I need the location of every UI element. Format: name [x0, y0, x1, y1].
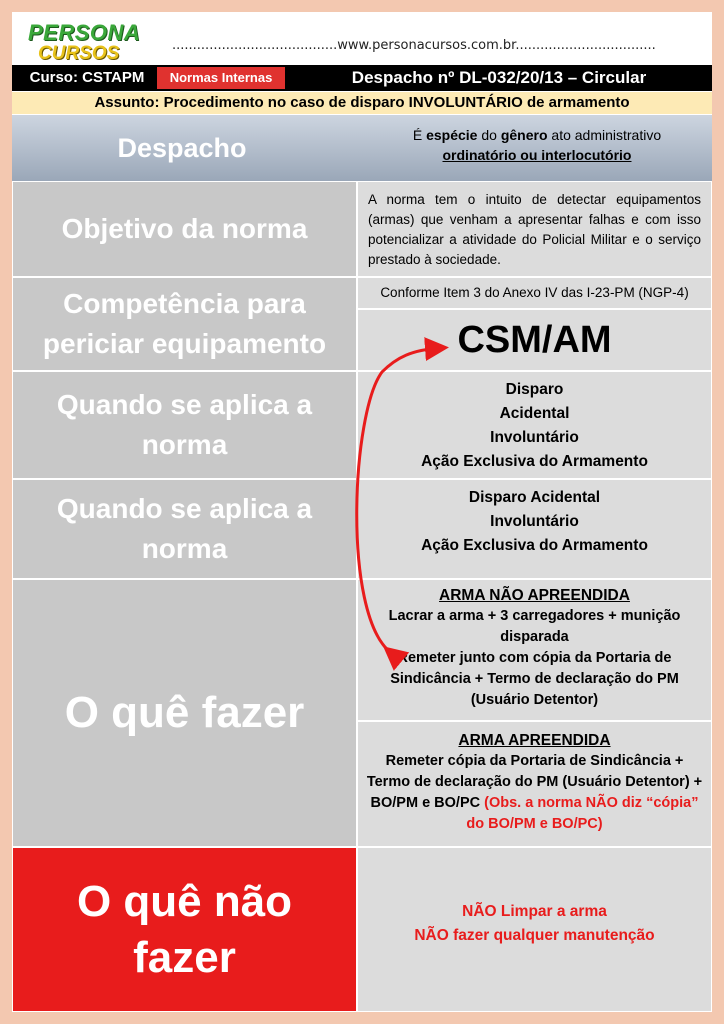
objetivo-text: A norma tem o intuito de detectar equipamentos (armas) que venham a apresentar falhas e com isso potencializar a atividade do Policial Militar e o serviço prestado à sociedade.	[357, 181, 712, 277]
desc-post: ato administrativo	[547, 127, 662, 143]
despacho-row	[12, 115, 712, 181]
desc-line2: ordinatório ou interlocutório	[442, 147, 632, 163]
objetivo-label-text: Objetivo da norma	[61, 213, 308, 244]
title-bar	[12, 65, 712, 91]
competencia-label-2: periciar equipamento	[42, 328, 327, 359]
quando-aplica-label-2	[12, 479, 357, 579]
o-que-nao-fazer-label	[12, 847, 357, 1012]
o-que-fazer-label-text: O quê fazer	[64, 688, 305, 737]
nao-fazer-label-line1: O quê não	[76, 876, 293, 926]
course-label: Curso: CSTAPM	[18, 65, 156, 91]
despacho-label: Despacho	[117, 133, 247, 163]
quando2-label-line2: norma	[141, 533, 228, 564]
objetivo-label	[12, 181, 357, 277]
arma-apreendida-title: ARMA APREENDIDA	[458, 732, 611, 749]
normas-badge: Normas Internas	[157, 67, 285, 89]
quando1-item: Ação Exclusiva do Armamento	[421, 453, 648, 470]
site-url[interactable]: ........................................www.personacursos.com.br..................................	[172, 38, 656, 53]
quando2-item: Disparo Acidental	[468, 489, 601, 506]
logo-text-bottom: CURSOS	[38, 43, 120, 64]
document-page	[12, 12, 712, 1012]
desc-bold-especie: espécie	[426, 127, 478, 143]
logo-text-top: PERSONA	[28, 20, 141, 45]
quando2-label-line1: Quando se aplica a	[56, 493, 313, 524]
persona-cursos-logo	[28, 22, 148, 70]
competencia-reference: Conforme Item 3 do Anexo IV das I-23-PM (NGP-4)	[357, 277, 712, 309]
quando1-label-line1: Quando se aplica a	[56, 389, 313, 420]
quando-aplica-label-1	[12, 371, 357, 479]
competencia-value: CSM/AM	[357, 309, 712, 371]
nao-fazer-label-line2: fazer	[133, 932, 236, 982]
desc-bold-genero: gênero	[500, 127, 548, 143]
arma-nao-apreendida	[357, 579, 712, 721]
arma-apreendida	[357, 721, 712, 847]
subject-line: Assunto: Procedimento no caso de disparo INVOLUNTÁRIO de armamento	[12, 92, 712, 114]
arma-nao-apreendida-step-2: Remeter junto com cópia da Portaria de Sindicância + Termo de declaração do PM (Usuário Detentor)	[390, 650, 679, 708]
o-que-fazer-label	[12, 579, 357, 847]
nao-fazer-item-2: NÃO fazer qualquer manutenção	[414, 927, 655, 944]
quando-aplica-list-1	[357, 371, 712, 479]
arma-nao-apreendida-title: ARMA NÃO APREENDIDA	[439, 587, 630, 604]
arma-apreendida-body: Remeter cópia da Portaria de Sindicância + Termo de declaração do PM (Usuário Detentor) + BO/PM e BO/PC	[366, 753, 703, 811]
desc-mid: do	[477, 127, 501, 143]
quando1-item: Acidental	[499, 405, 570, 422]
quando1-item: Disparo	[505, 381, 564, 398]
quando1-item: Involuntário	[490, 429, 579, 446]
competencia-label-1: Competência para	[63, 288, 306, 319]
quando2-item: Involuntário	[490, 513, 579, 530]
despacho-description	[367, 125, 707, 165]
nao-fazer-item-1: NÃO Limpar a arma	[462, 903, 607, 920]
quando-aplica-list-2	[357, 479, 712, 579]
competencia-label	[12, 277, 357, 371]
arma-apreendida-obs: (Obs. a norma NÃO diz “cópia” do BO/PM e BO/PC)	[466, 795, 699, 832]
arma-nao-apreendida-step-1: Lacrar a arma + 3 carregadores + munição disparada	[388, 608, 681, 645]
quando1-label-line2: norma	[141, 429, 228, 460]
o-que-nao-fazer-list	[357, 847, 712, 1012]
desc-pre: É	[412, 127, 427, 143]
quando2-item: Ação Exclusiva do Armamento	[421, 537, 648, 554]
arma-apreendida-text	[364, 751, 705, 835]
document-title: Despacho nº DL-032/20/13 – Circular	[351, 68, 647, 87]
